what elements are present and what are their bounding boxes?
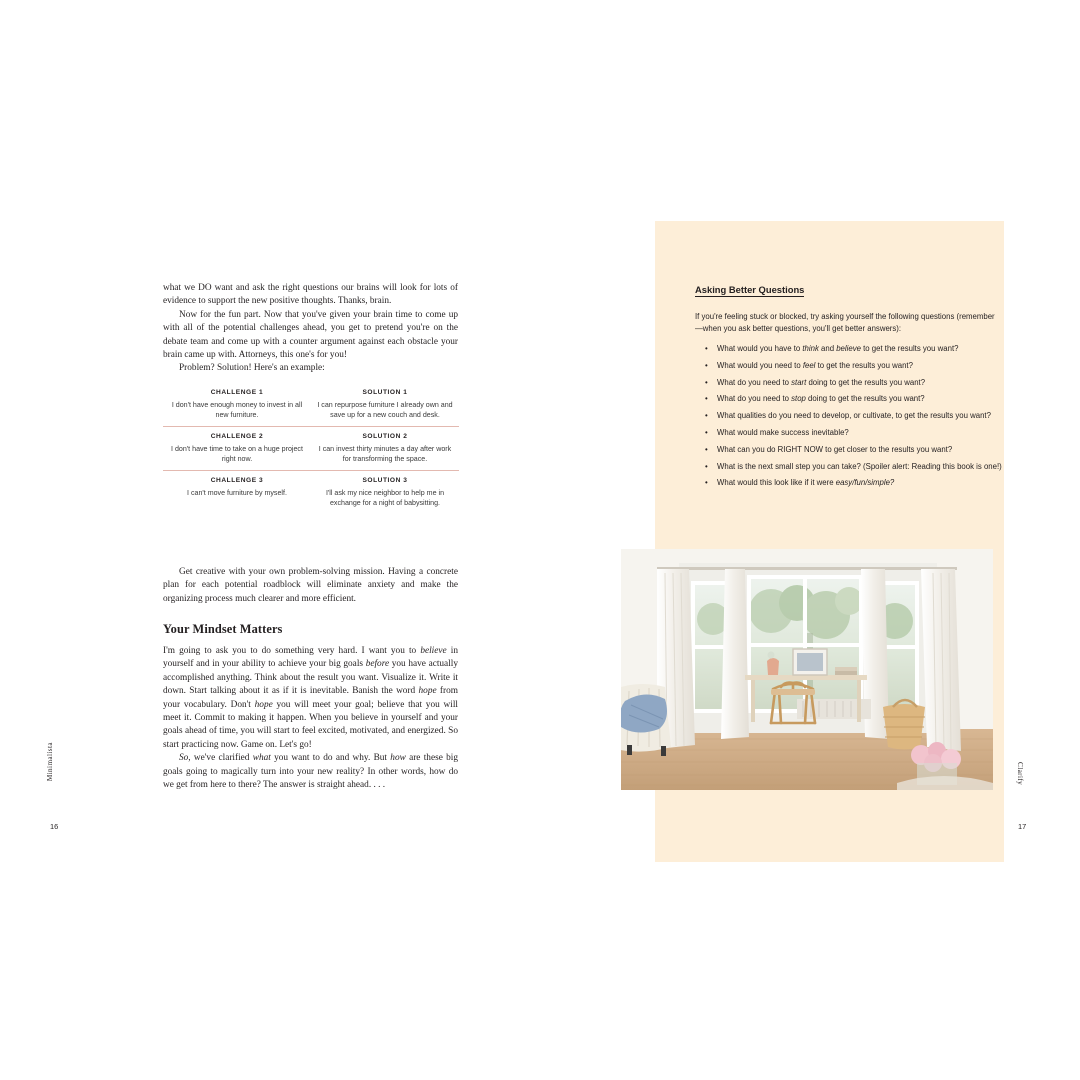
list-item: • What would make success inevitable? [703,427,1003,438]
challenge-cell [163,477,311,508]
right-page-outer-margin [1004,221,1048,862]
sidebar-box-intro: If you're feeling stuck or blocked, try asking yourself the following questions (remember—when you ask better questions, you'll get better answers): [695,312,995,333]
page-number-right: 17 [1018,822,1027,831]
solution-label: SOLUTION 2 [362,433,408,441]
running-head-right: Clarify [1016,762,1024,786]
challenge-text: I don't have time to take on a huge project right now. [171,445,303,463]
page-number-left: 16 [50,822,59,831]
mindset-text-block [163,645,458,792]
solution-cell [311,389,459,420]
list-item: • What is the next small step you can take? (Spoiler alert: Reading this book is one!) [703,461,1003,472]
challenge-cell [163,389,311,420]
solution-text: I'll ask my nice neighbor to help me in exchange for a night of babysitting. [325,489,445,507]
list-item: • What can you do RIGHT NOW to get closer to the results you want? [703,444,1003,455]
list-item: • What would you have to think and believe to get the results you want? [703,343,1003,354]
table-row [163,470,459,514]
paragraph: Now for the fun part. Now that you've given your brain time to come up with all of the potential challenges ahead, you get to pretend you're on the debate team and come up with a counter argument against each obstacle your brain came up with. Attorneys, this one's for you! [163,309,458,361]
solution-text: I can repurpose furniture I already own and save up for a new couch and desk. [317,401,453,419]
running-head-left: Minimalista [46,742,54,782]
challenge-cell [163,433,311,464]
sidebar-box-title: Asking Better Questions [695,284,805,295]
challenge-text: I don't have enough money to invest in all new furniture. [171,401,303,419]
paragraph: So, we've clarified what you want to do and why. But how are these big goals going to magically turn into your new reality? In other words, how do we get from here to there? The answer is straight ahead. . . . [163,753,458,791]
interior-photo-graphic [621,549,993,790]
solution-cell [311,477,459,508]
paragraph: what we DO want and ask the right questions our brains will look for lots of evidence to support the new positive thoughts. Thanks, brain. [163,283,458,307]
solution-label: SOLUTION 3 [362,477,408,485]
challenge-solution-table [163,389,459,515]
list-item: • What do you need to start doing to get the results you want? [703,377,1003,388]
list-item: • What would this look like if it were easy/fun/simple? [703,477,1003,488]
left-page [32,0,540,1080]
table-row [163,426,459,470]
list-item: • What qualities do you need to develop, or cultivate, to get the results you want? [703,410,1003,421]
right-page [655,221,1048,862]
challenge-label: CHALLENGE 2 [210,433,264,441]
solution-text: I can invest thirty minutes a day after work for transforming the space. [318,445,452,463]
list-item: • What do you need to stop doing to get the results you want? [703,393,1003,404]
after-table-paragraph-block [163,566,458,606]
questions-list [703,343,1003,494]
challenge-label: CHALLENGE 1 [210,389,264,396]
section-heading: Your Mindset Matters [163,622,283,636]
list-item: • What would you need to feel to get the results you want? [703,360,1003,371]
solution-label: SOLUTION 1 [362,389,408,396]
paragraph: Problem? Solution! Here's an example: [179,363,325,374]
paragraph: Get creative with your own problem-solving mission. Having a concrete plan for each potential roadblock will eliminate anxiety and make the organizing process much clearer and more efficient. [163,567,458,604]
solution-cell [311,433,459,464]
left-page-intro-text [163,282,458,376]
challenge-label: CHALLENGE 3 [210,477,264,485]
interior-photo [621,549,993,790]
table-row [163,389,459,426]
challenge-text: I can't move furniture by myself. [187,489,287,498]
paragraph: I'm going to ask you to do something very hard. I want you to believe in yourself and in your ability to achieve your big goals before you have actually accomplished anything. Think about the result you want. Visualize it. Write it down. Start talking about it as if it is inevitable. Banish the word hope from your vocabulary. Don't hope you will meet your goal; believe that you will meet it. Commit to making it happen. When you believe in yourself and your goals ahead of time, you will start to feel excited, motivated, and energized. So start practicing now. Game on. Let's go! [163,646,459,750]
